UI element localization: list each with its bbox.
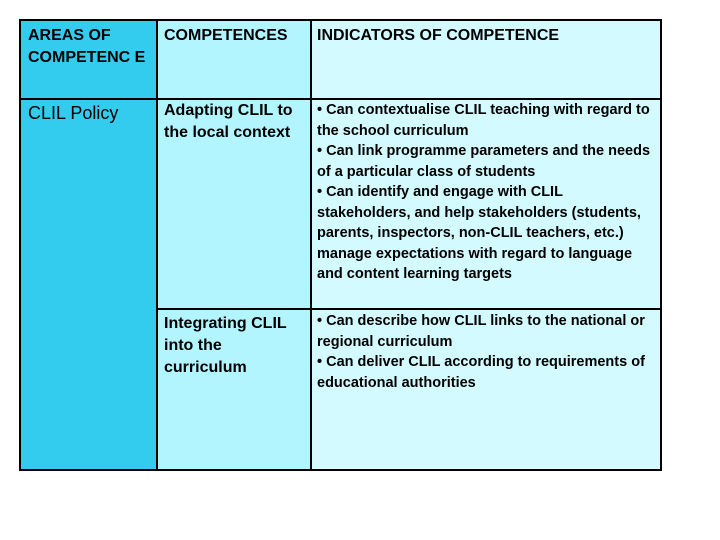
header-indicators: INDICATORS OF COMPETENCE bbox=[317, 27, 560, 44]
indicators-integrating bbox=[317, 311, 659, 393]
column-divider bbox=[156, 21, 158, 469]
competence-table bbox=[19, 19, 662, 471]
column-divider bbox=[310, 21, 312, 469]
indicators-adapting bbox=[317, 100, 659, 285]
competences-column bbox=[158, 21, 310, 469]
header-competences: COMPETENCES bbox=[164, 27, 288, 44]
indicator-item: • Can deliver CLIL according to requirements of educational authorities bbox=[317, 354, 645, 391]
competence-adapting: Adapting CLIL to the local context bbox=[164, 102, 293, 141]
indicator-item: • Can link programme parameters and the needs of a particular class of students bbox=[317, 143, 651, 180]
area-clil-policy: CLIL Policy bbox=[28, 103, 119, 123]
competence-integrating: Integrating CLIL into the curriculum bbox=[164, 315, 287, 376]
header-areas: AREAS OF COMPETENC E bbox=[28, 27, 146, 66]
row-divider bbox=[158, 308, 660, 310]
indicator-item: • Can identify and engage with CLIL stakeholders, and help stakeholders (students, parents, inspectors, non-CLIL teachers, etc.) manage expectations with regard to language and content learning targets bbox=[317, 184, 641, 282]
indicator-item: • Can contextualise CLIL teaching with regard to the school curriculum bbox=[317, 102, 650, 139]
areas-column bbox=[21, 21, 156, 469]
indicator-item: • Can describe how CLIL links to the national or regional curriculum bbox=[317, 313, 645, 350]
